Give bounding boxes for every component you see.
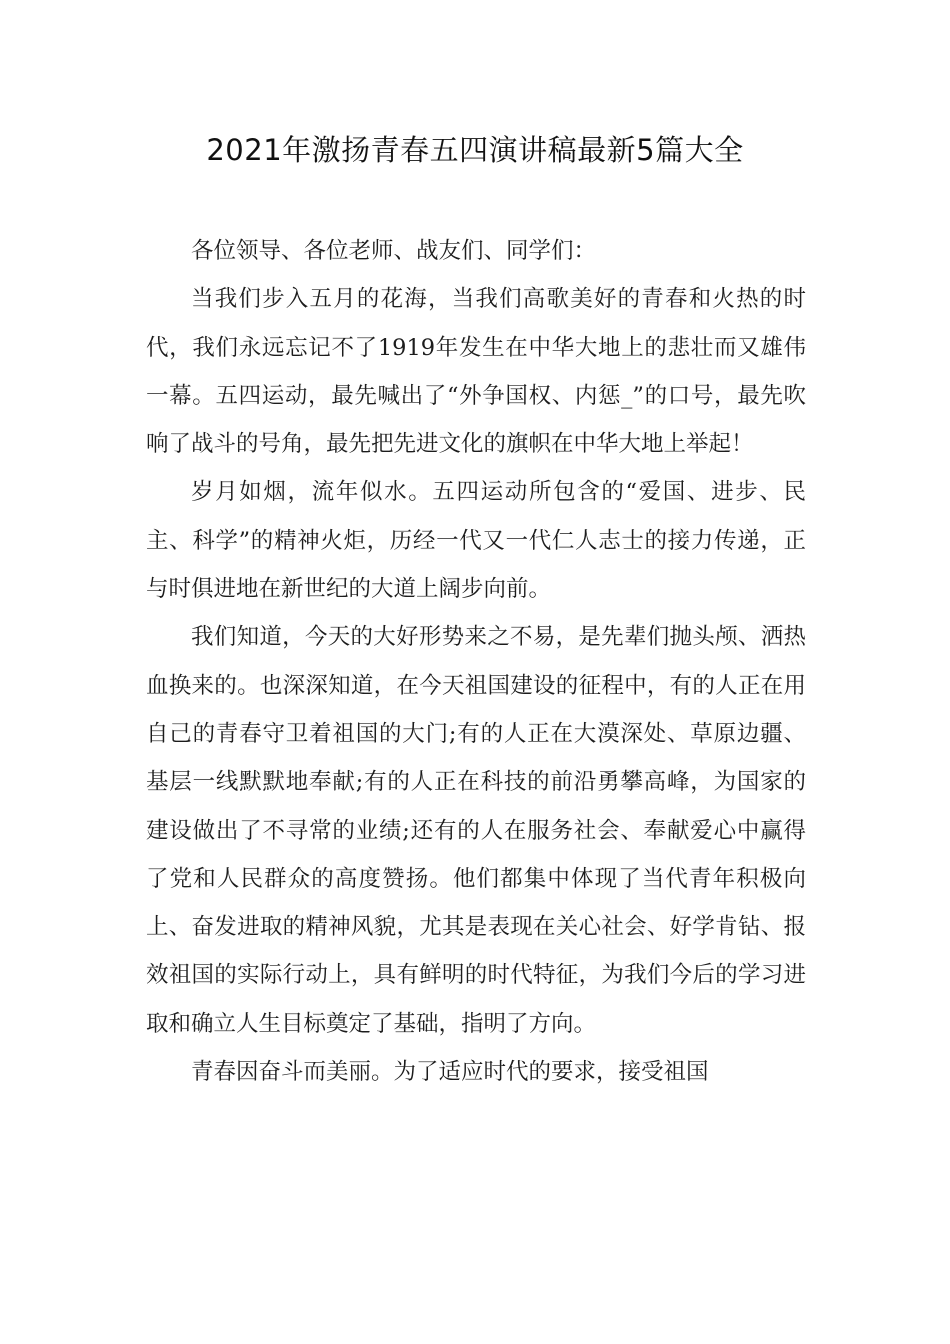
document-body bbox=[146, 227, 806, 1096]
body-paragraph-2: 岁月如烟，流年似水。五四运动所包含的“爱国、进步、民主、科学”的精神火炬，历经一代又一代仁人志士的接力传递，正与时俱进地在新世纪的大道上阔步向前。 bbox=[146, 479, 806, 603]
document-title: 2021年激扬青春五四演讲稿最新5篇大全 bbox=[206, 133, 744, 167]
salutation-paragraph: 各位领导、各位老师、战友们、同学们： bbox=[191, 238, 597, 264]
body-paragraph-4: 青春因奋斗而美丽。为了适应时代的要求，接受祖国 bbox=[191, 1059, 709, 1086]
body-paragraph-3: 我们知道，今天的大好形势来之不易，是先辈们抛头颅、洒热血换来的。也深深知道，在今天祖国建设的征程中，有的人正在用自己的青春守卫着祖国的大门;有的人正在大漠深处、草原边疆、基层一线默默地奉献;有的人正在科技的前沿勇攀高峰，为国家的建设做出了不寻常的业绩;还有的人在服务社会、奉献爱心中赢得了党和人民群众的高度赞扬。他们都集中体现了当代青年积极向上、奋发进取的精神风貌，尤其是表现在关心社会、好学肯钻、报效祖国的实际行动上，具有鲜明的时代特征，为我们今后的学习进取和确立人生目标奠定了基础，指明了方向。 bbox=[146, 624, 806, 1037]
body-paragraph-1: 当我们步入五月的花海，当我们高歌美好的青春和火热的时代，我们永远忘记不了1919年发生在中华大地上的悲壮而又雄伟一幕。五四运动，最先喊出了“外争国权、内惩_”的口号，最先吹响了战斗的号角，最先把先进文化的旗帜在中华大地上举起！ bbox=[146, 286, 806, 458]
